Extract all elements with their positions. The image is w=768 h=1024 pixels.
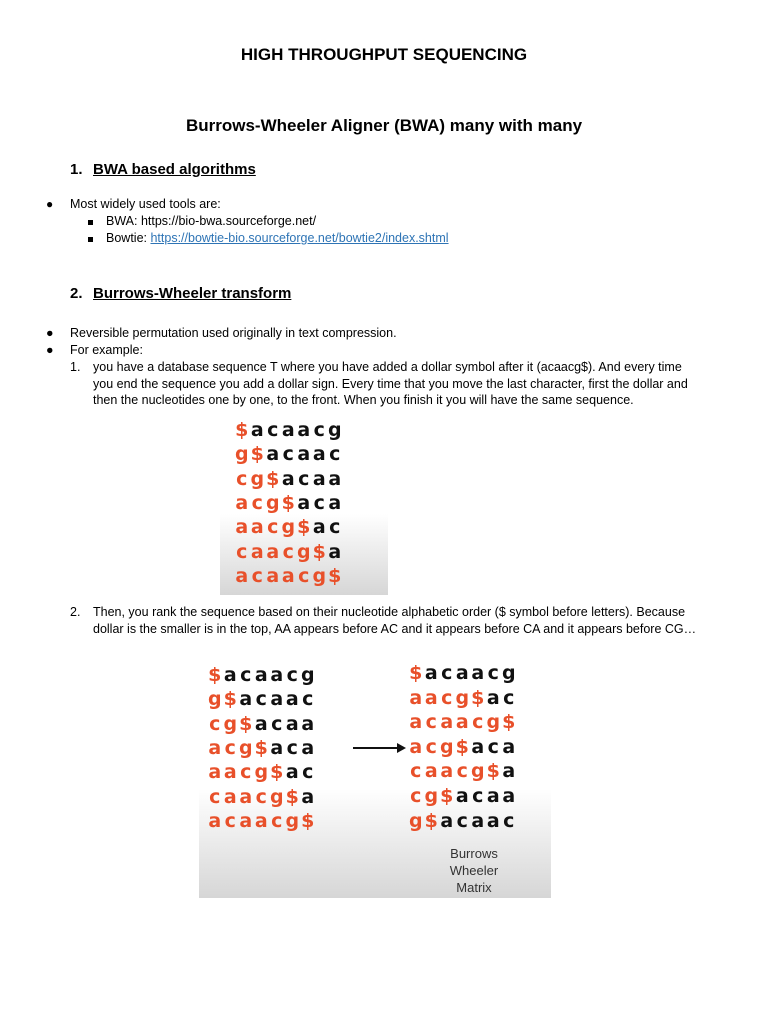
section1-heading (70, 161, 256, 178)
nucleotide-c: c (286, 664, 298, 686)
nucleotide-a: a (239, 809, 253, 832)
dollar-symbol: $ (266, 467, 280, 490)
nucleotide-c: c (329, 516, 341, 539)
bullet-reversible: Reversible permutation used originally in text compression. (70, 326, 397, 340)
nucleotide-a: a (328, 491, 342, 514)
nucleotide-a: a (239, 688, 253, 711)
nucleotide-a: a (424, 662, 438, 684)
nucleotide-a: a (254, 809, 268, 832)
dollar-symbol: $ (312, 540, 326, 563)
rotation-row (234, 492, 343, 514)
nucleotide-a: a (235, 564, 249, 587)
dollar-symbol: $ (328, 564, 342, 587)
rotation-row (234, 516, 343, 538)
caption-line: Matrix (456, 880, 492, 895)
nucleotide-a: a (455, 662, 469, 684)
nucleotide-a: a (486, 809, 500, 832)
nucleotide-g: g (424, 785, 439, 807)
nucleotide-c: c (472, 785, 484, 807)
step1-number: 1. (70, 360, 81, 374)
nucleotide-a: a (250, 419, 264, 441)
nucleotide-c: c (251, 564, 263, 587)
bowtie-link[interactable]: https://bowtie-bio.sourceforge.net/bowtie2/index.shtml (150, 231, 449, 245)
nucleotide-a: a (502, 785, 516, 807)
nucleotide-a: a (281, 564, 295, 587)
unsorted-rotation-row (207, 786, 316, 808)
document-subtitle: Burrows-Wheeler Aligner (BWA) many with many (185, 116, 583, 135)
nucleotide-c: c (456, 760, 468, 783)
dollar-symbol: $ (486, 760, 500, 783)
nucleotide-a: a (328, 467, 342, 490)
bullet-dot-icon: ● (46, 197, 54, 211)
rotation-row (234, 468, 343, 490)
nucleotide-c: c (487, 735, 499, 758)
sorted-rotation-row (408, 785, 517, 807)
bullet-dot-icon: ● (46, 326, 54, 340)
nucleotide-a: a (471, 809, 485, 832)
tool-bowtie-label: Bowtie: (106, 231, 151, 245)
nucleotide-c: c (456, 809, 468, 832)
nucleotide-c: c (286, 736, 298, 759)
arrow-icon (351, 740, 407, 756)
nucleotide-c: c (410, 785, 422, 807)
nucleotide-a: a (223, 664, 237, 686)
nucleotide-a: a (297, 443, 311, 466)
nucleotide-a: a (250, 516, 264, 539)
nucleotide-a: a (328, 540, 342, 563)
sorted-rotation-row (408, 687, 517, 709)
bullet-tools-text: Most widely used tools are: (70, 197, 221, 211)
nucleotide-a: a (471, 662, 485, 684)
nucleotide-a: a (486, 686, 500, 709)
nucleotide-a: a (424, 760, 438, 783)
nucleotide-a: a (266, 540, 280, 563)
dollar-symbol: $ (502, 711, 516, 734)
nucleotide-a: a (270, 664, 284, 686)
nucleotide-a: a (281, 419, 295, 441)
nucleotide-a: a (301, 785, 315, 808)
nucleotide-g: g (312, 564, 327, 587)
nucleotide-g: g (207, 688, 222, 711)
unsorted-rotation-row (207, 713, 316, 735)
tool-bwa: BWA: https://bio-bwa.sourceforge.net/ (106, 214, 317, 228)
nucleotide-a: a (223, 761, 237, 784)
sorted-rotation-row (408, 736, 517, 758)
nucleotide-a: a (270, 736, 284, 759)
nucleotide-c: c (267, 419, 279, 441)
nucleotide-a: a (301, 736, 315, 759)
dollar-symbol: $ (250, 443, 264, 466)
nucleotide-c: c (209, 712, 221, 735)
step2-line: Then, you rank the sequence based on their nucleotide alphabetic order ($ symbol before letters). Because (93, 605, 686, 619)
nucleotide-c: c (425, 711, 437, 734)
dollar-symbol: $ (471, 686, 485, 709)
nucleotide-a: a (235, 491, 249, 514)
nucleotide-a: a (297, 419, 311, 441)
bwt-matrix-figure (199, 656, 551, 898)
nucleotide-a: a (455, 711, 469, 734)
nucleotide-c: c (224, 736, 236, 759)
step2-text (93, 604, 758, 637)
nucleotide-a: a (409, 735, 423, 758)
section2-heading-text: Burrows-Wheeler transform (93, 285, 292, 302)
nucleotide-a: a (281, 467, 295, 490)
nucleotide-a: a (440, 809, 454, 832)
rotation-row (234, 419, 343, 441)
unsorted-rotation-row (207, 664, 316, 686)
sorted-rotation-row (408, 711, 517, 733)
dollar-symbol: $ (223, 688, 237, 711)
nucleotide-g: g (269, 785, 284, 808)
nucleotide-c: c (302, 688, 314, 711)
nucleotide-g: g (300, 664, 315, 686)
nucleotide-a: a (440, 760, 454, 783)
nucleotide-a: a (208, 736, 222, 759)
rotation-row (234, 565, 343, 587)
dollar-symbol: $ (409, 662, 423, 684)
nucleotide-c: c (236, 540, 248, 563)
nucleotide-c: c (472, 711, 484, 734)
nucleotide-c: c (267, 516, 279, 539)
nucleotide-g: g (254, 761, 269, 784)
section2-heading (70, 285, 291, 302)
nucleotide-c: c (503, 686, 515, 709)
nucleotide-c: c (282, 540, 294, 563)
nucleotide-c: c (503, 809, 515, 832)
nucleotide-a: a (502, 735, 516, 758)
nucleotide-a: a (455, 785, 469, 807)
nucleotide-a: a (223, 785, 237, 808)
nucleotide-g: g (327, 419, 342, 441)
nucleotide-c: c (298, 467, 310, 490)
nucleotide-a: a (285, 712, 299, 735)
dollar-symbol: $ (455, 735, 469, 758)
nucleotide-c: c (282, 443, 294, 466)
nucleotide-a: a (486, 785, 500, 807)
nucleotide-g: g (455, 686, 470, 709)
nucleotide-c: c (313, 491, 325, 514)
dollar-symbol: $ (281, 491, 295, 514)
nucleotide-a: a (235, 516, 249, 539)
nucleotide-c: c (240, 664, 252, 686)
unsorted-rotation-row (207, 761, 316, 783)
nucleotide-a: a (312, 467, 326, 490)
bwt-matrix-caption (429, 845, 519, 896)
nucleotide-c: c (271, 809, 283, 832)
nucleotide-c: c (441, 662, 453, 684)
nucleotide-g: g (285, 809, 300, 832)
nucleotide-a: a (301, 712, 315, 735)
step2-number: 2. (70, 605, 81, 619)
nucleotide-a: a (471, 735, 485, 758)
nucleotide-g: g (265, 491, 280, 514)
nucleotide-g: g (223, 712, 238, 735)
rotation-row (234, 443, 343, 465)
step1-line: then the nucleotides one by one, to the front. When you finish it you will have the same sequence. (93, 393, 634, 407)
step2-line: dollar is the smaller is in the top, AA appears before AC and it appears before CA and it appears before CG… (93, 621, 697, 636)
nucleotide-g: g (296, 540, 311, 563)
dollar-symbol: $ (440, 785, 454, 807)
nucleotide-g: g (501, 662, 516, 684)
nucleotide-a: a (285, 761, 299, 784)
nucleotide-c: c (255, 785, 267, 808)
nucleotide-a: a (312, 443, 326, 466)
nucleotide-g: g (470, 760, 485, 783)
nucleotide-a: a (270, 688, 284, 711)
nucleotide-a: a (208, 761, 222, 784)
nucleotide-c: c (302, 761, 314, 784)
nucleotide-c: c (255, 688, 267, 711)
dollar-symbol: $ (235, 419, 249, 441)
step1-line: you have a database sequence T where you have added a dollar symbol after it (acaacg$). And every time (93, 360, 682, 374)
nucleotide-c: c (236, 467, 248, 490)
step1-line: you end the sequence you add a dollar sign. Every time that you move the last character, first the dollar and (93, 376, 688, 391)
nucleotide-c: c (271, 712, 283, 735)
nucleotide-c: c (313, 419, 325, 441)
nucleotide-g: g (486, 711, 501, 734)
nucleotide-a: a (208, 809, 222, 832)
nucleotide-g: g (281, 516, 296, 539)
nucleotide-c: c (251, 491, 263, 514)
nucleotide-a: a (312, 516, 326, 539)
nucleotide-c: c (487, 662, 499, 684)
dollar-symbol: $ (424, 809, 438, 832)
tool-bowtie (106, 230, 449, 247)
nucleotide-c: c (224, 809, 236, 832)
bullet-dot-icon: ● (46, 343, 54, 357)
nucleotide-a: a (266, 564, 280, 587)
section1-heading-text: BWA based algorithms (93, 161, 256, 178)
sorted-rotation-row (408, 810, 517, 832)
bullet-example: For example: (70, 343, 143, 357)
caption-line: Wheeler (449, 863, 499, 878)
unsorted-rotation-row (207, 688, 316, 710)
dollar-symbol: $ (254, 736, 268, 759)
dollar-symbol: $ (297, 516, 311, 539)
rotation-row (234, 541, 343, 563)
nucleotide-c: c (240, 761, 252, 784)
nucleotide-g: g (250, 467, 265, 490)
square-bullet-icon (88, 213, 93, 230)
nucleotide-a: a (285, 688, 299, 711)
nucleotide-a: a (254, 664, 268, 686)
sorted-rotation-row (408, 662, 517, 684)
nucleotide-a: a (409, 711, 423, 734)
sorted-rotation-row (408, 760, 517, 782)
nucleotide-a: a (424, 686, 438, 709)
nucleotide-a: a (297, 491, 311, 514)
nucleotide-g: g (234, 443, 249, 466)
dollar-symbol: $ (239, 712, 253, 735)
document-title: HIGH THROUGHPUT SEQUENCING (240, 45, 528, 64)
nucleotide-c: c (425, 735, 437, 758)
nucleotide-c: c (329, 443, 341, 466)
nucleotide-a: a (409, 686, 423, 709)
nucleotide-a: a (254, 712, 268, 735)
nucleotide-a: a (250, 540, 264, 563)
bullet-tools (46, 196, 53, 213)
nucleotide-a: a (239, 785, 253, 808)
nucleotide-a: a (502, 760, 516, 783)
section2-number: 2. (70, 285, 83, 302)
nucleotide-g: g (238, 736, 253, 759)
section1-number: 1. (70, 161, 83, 178)
nucleotide-a: a (266, 443, 280, 466)
rotation-figure (220, 415, 388, 595)
caption-line: Burrows (450, 846, 498, 861)
nucleotide-c: c (209, 785, 221, 808)
dollar-symbol: $ (270, 761, 284, 784)
nucleotide-c: c (441, 686, 453, 709)
nucleotide-g: g (408, 809, 423, 832)
unsorted-rotation-row (207, 737, 316, 759)
nucleotide-c: c (410, 760, 422, 783)
nucleotide-g: g (439, 735, 454, 758)
dollar-symbol: $ (301, 809, 315, 832)
square-bullet-icon (88, 230, 93, 247)
step1-text (93, 359, 753, 409)
dollar-symbol: $ (208, 664, 222, 686)
dollar-symbol: $ (285, 785, 299, 808)
nucleotide-a: a (440, 711, 454, 734)
unsorted-rotation-row (207, 810, 316, 832)
nucleotide-c: c (298, 564, 310, 587)
